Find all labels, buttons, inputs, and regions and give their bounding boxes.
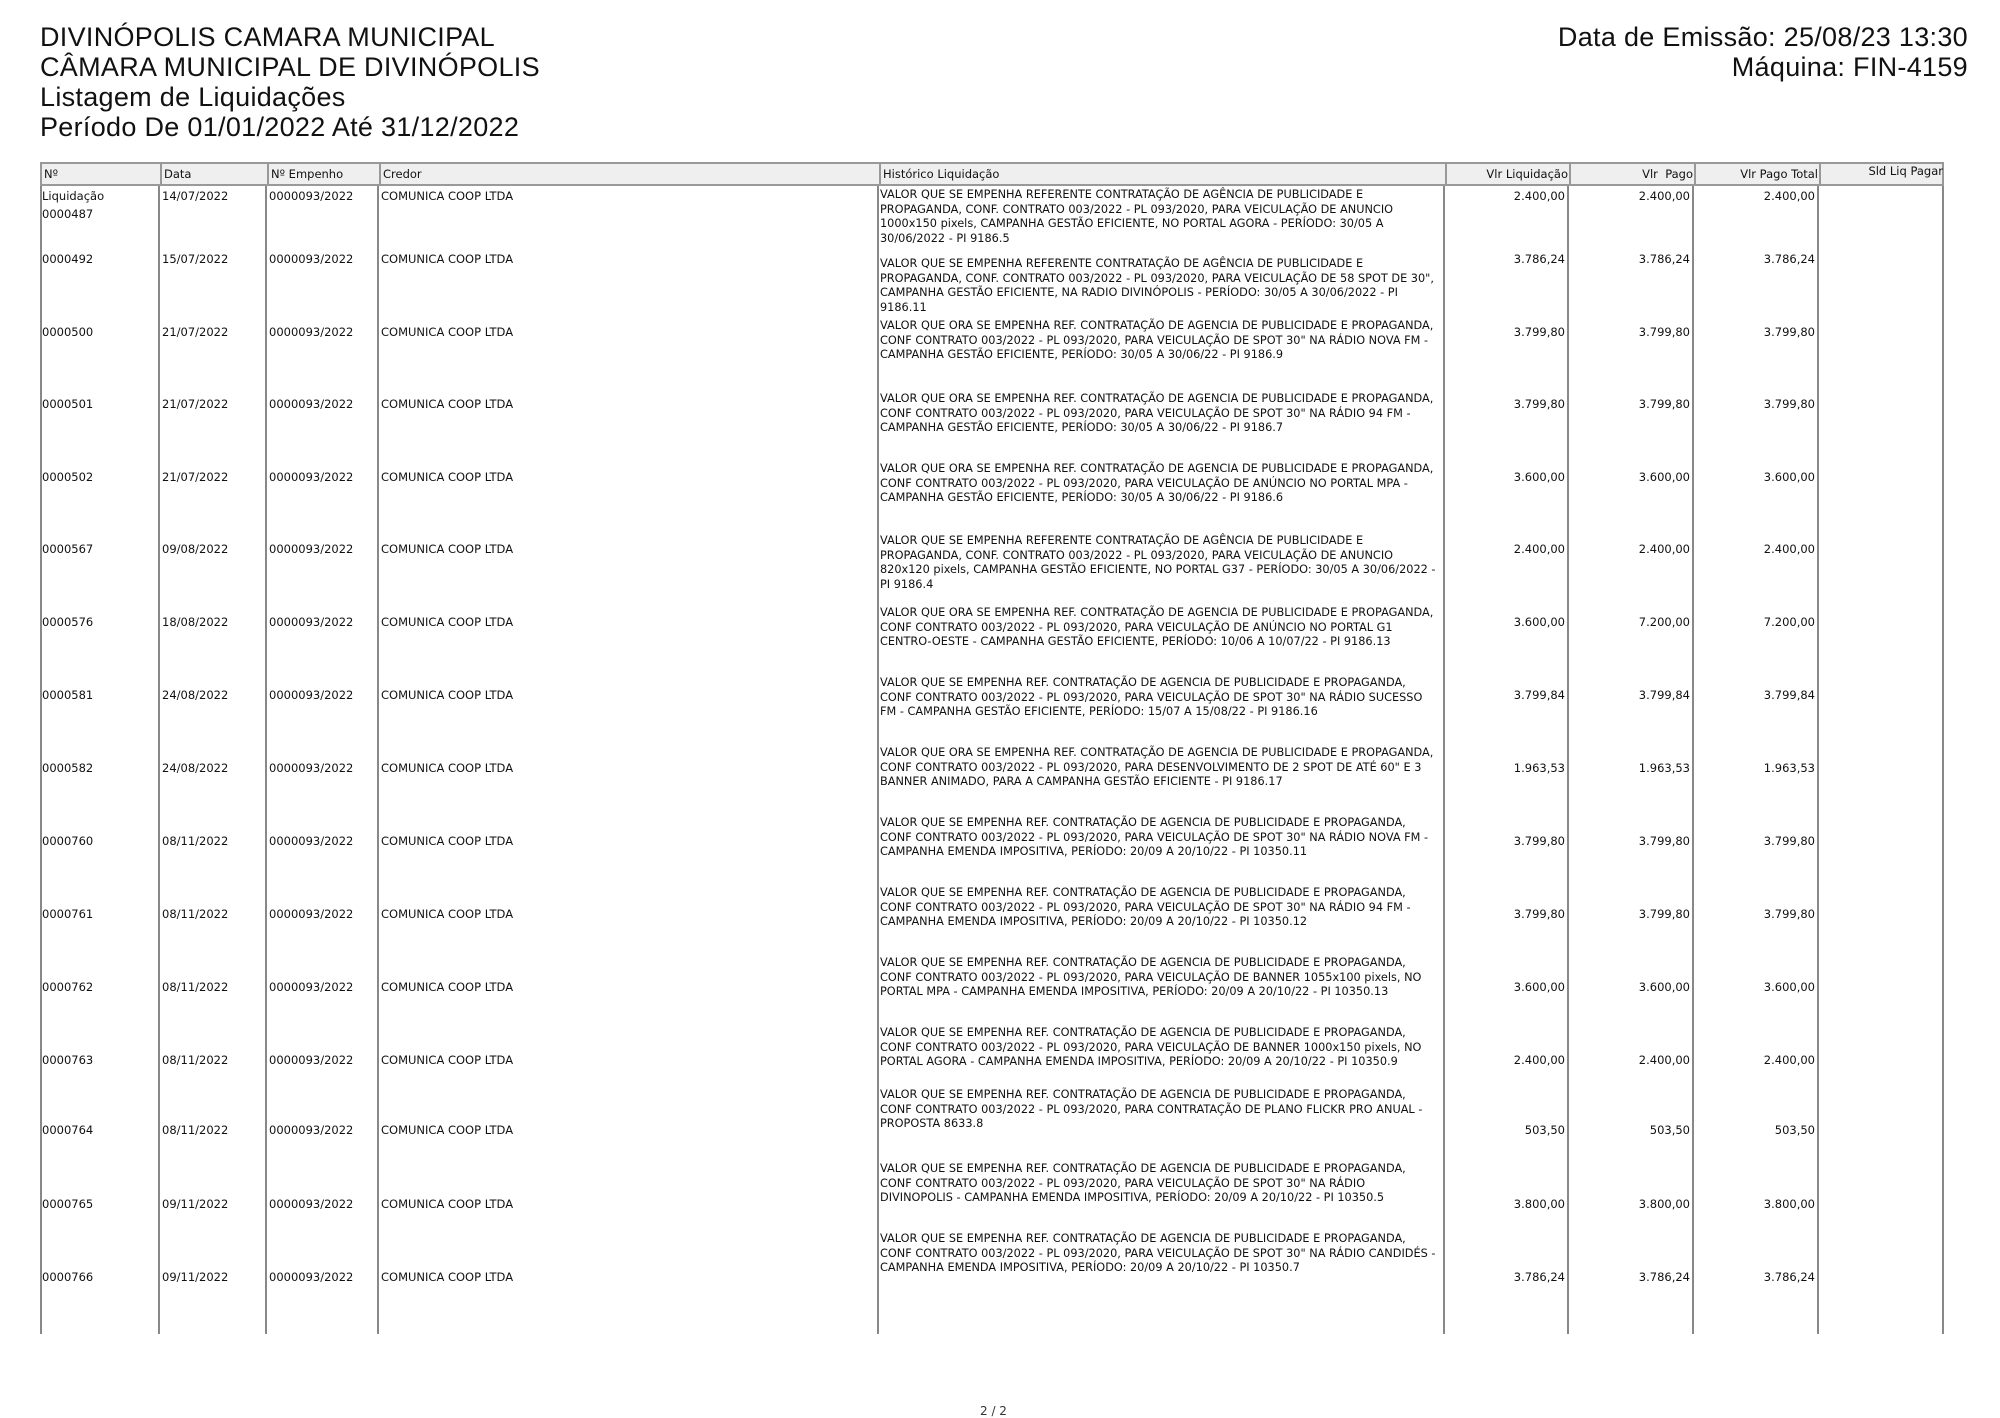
cell-historico: VALOR QUE SE EMPENHA REF. CONTRATAÇÃO DE AGENCIA DE PUBLICIDADE E PROPAGANDA, CONF CONTRATO 003/2022 - PL 093/2020, PARA VEICULAÇÃO DE SPOT 30" NA RÁDIO CANDIDÉS - CAMPANHA EMENDA IMPOSITIVA, PERÍODO: 20/09 A 20/10/22 - PI 10350.7 [880, 1232, 1436, 1275]
cell-data: 21/07/2022 [162, 470, 229, 484]
cell-credor: COMUNICA COOP LTDA [381, 615, 514, 629]
cell-data: 08/11/2022 [162, 907, 229, 921]
cell-vlr-pago: 2.400,00 [1638, 189, 1690, 203]
column-header-credor: Credor [383, 167, 422, 181]
cell-vlr-liquidacao: 3.600,00 [1513, 615, 1565, 629]
cell-numero: 0000501 [42, 397, 94, 411]
cell-vlr-liquidacao: 3.799,84 [1513, 688, 1565, 702]
cell-vlr-liquidacao: 3.799,80 [1513, 834, 1565, 848]
cell-data: 21/07/2022 [162, 397, 229, 411]
cell-historico: VALOR QUE SE EMPENHA REFERENTE CONTRATAÇÃO DE AGÊNCIA DE PUBLICIDADE E PROPAGANDA, CONF. CONTRATO 003/2022 - PL 093/2020, PARA VEICULAÇÃO DE ANUNCIO 1000x150 pixels, CAMPANHA GESTÃO EFICIENTE, NO PORTAL AGORA - PERÍODO: 30/05 A 30/06/2022 - PI 9186.5 [880, 188, 1394, 245]
report-meta [1558, 22, 1968, 82]
cell-historico: VALOR QUE SE EMPENHA REF. CONTRATAÇÃO DE AGENCIA DE PUBLICIDADE E PROPAGANDA, CONF CONTRATO 003/2022 - PL 093/2020, PARA VEICULAÇÃO DE SPOT 30" NA RÁDIO NOVA FM - CAMPANHA EMENDA IMPOSITIVA, PERÍODO: 20/09 A 20/10/22 - PI 10350.11 [880, 816, 1429, 859]
cell-vlr-liquidacao: 3.800,00 [1513, 1197, 1565, 1211]
cell-historico: VALOR QUE SE EMPENHA REF. CONTRATAÇÃO DE AGENCIA DE PUBLICIDADE E PROPAGANDA, CONF CONTRATO 003/2022 - PL 093/2020, PARA VEICULAÇÃO DE SPOT 30" NA RÁDIO SUCESSO FM - CAMPANHA GESTÃO EFICIENTE, PERÍODO: 15/07 A 15/08/22 - PI 9186.16 [880, 676, 1423, 719]
column-header-vlr-pago-total: Vlr Pago Total [1740, 167, 1818, 181]
cell-numero: 0000500 [42, 325, 94, 339]
cell-credor: COMUNICA COOP LTDA [381, 1053, 514, 1067]
cell-data: 09/11/2022 [162, 1270, 229, 1284]
cell-numero: 0000763 [42, 1053, 94, 1067]
column-header-data: Data [164, 167, 192, 181]
cell-historico: VALOR QUE ORA SE EMPENHA REF. CONTRATAÇÃO DE AGENCIA DE PUBLICIDADE E PROPAGANDA, CONF CONTRATO 003/2022 - PL 093/2020, PARA VEICULAÇÃO DE ANÚNCIO NO PORTAL G1 CENTRO-OESTE - CAMPANHA GESTÃO EFICIENTE, PERÍODO: 10/06 A 10/07/22 - PI 9186.13 [880, 606, 1434, 649]
cell-credor: COMUNICA COOP LTDA [381, 907, 514, 921]
cell-empenho: 0000093/2022 [269, 907, 354, 921]
cell-historico: VALOR QUE SE EMPENHA REF. CONTRATAÇÃO DE AGENCIA DE PUBLICIDADE E PROPAGANDA, CONF CONTRATO 003/2022 - PL 093/2020, PARA VEICULAÇÃO DE SPOT 30" NA RÁDIO DIVINOPOLIS - CAMPANHA EMENDA IMPOSITIVA, PERÍODO: 20/09 A 20/10/22 - PI 10350.5 [880, 1162, 1406, 1205]
cell-vlr-pago-total: 3.600,00 [1763, 980, 1815, 994]
org-name: DIVINÓPOLIS CAMARA MUNICIPAL [40, 22, 495, 52]
cell-data: 08/11/2022 [162, 1123, 229, 1137]
cell-data: 08/11/2022 [162, 1053, 229, 1067]
table-header [40, 162, 1944, 186]
cell-vlr-pago-total: 3.786,24 [1763, 1270, 1815, 1284]
column-header-historico: Histórico Liquidação [883, 167, 1000, 181]
column-header-empenho: Nº Empenho [271, 167, 344, 181]
cell-vlr-pago-total: 7.200,00 [1763, 615, 1815, 629]
cell-historico: VALOR QUE SE EMPENHA REFERENTE CONTRATAÇÃO DE AGÊNCIA DE PUBLICIDADE E PROPAGANDA, CONF. CONTRATO 003/2022 - PL 093/2020, PARA VEICULAÇÃO DE 58 SPOT DE 30", CAMPANHA GESTÃO EFICIENTE, NA RADIO DIVINÓPOLIS - PERÍODO: 30/05 A 30/06/2022 - PI 9186.11 [880, 257, 1434, 314]
cell-vlr-pago-total: 1.963,53 [1763, 761, 1815, 775]
column-header-vlr-liquidacao: Vlr Liquidação [1486, 167, 1568, 181]
cell-credor: COMUNICA COOP LTDA [381, 761, 514, 775]
cell-data: 08/11/2022 [162, 980, 229, 994]
cell-empenho: 0000093/2022 [269, 980, 354, 994]
cell-vlr-pago-total: 3.800,00 [1763, 1197, 1815, 1211]
column-header-sld-liq-pagar: Sld Liq Pagar [1868, 164, 1943, 178]
column-header-vlr-pago: Vlr Pago [1642, 167, 1693, 181]
cell-credor: COMUNICA COOP LTDA [381, 1197, 514, 1211]
cell-empenho: 0000093/2022 [269, 542, 354, 556]
cell-vlr-pago: 1.963,53 [1638, 761, 1690, 775]
cell-vlr-pago: 3.600,00 [1638, 980, 1690, 994]
cell-numero: 0000766 [42, 1270, 94, 1284]
cell-empenho: 0000093/2022 [269, 1123, 354, 1137]
cell-vlr-pago: 3.799,80 [1638, 325, 1690, 339]
cell-credor: COMUNICA COOP LTDA [381, 470, 514, 484]
cell-vlr-pago-total: 3.799,80 [1763, 834, 1815, 848]
cell-empenho: 0000093/2022 [269, 1053, 354, 1067]
cell-vlr-pago-total: 3.799,80 [1763, 325, 1815, 339]
cell-data: 24/08/2022 [162, 761, 229, 775]
cell-vlr-liquidacao: 3.799,80 [1513, 325, 1565, 339]
cell-vlr-pago-total: 2.400,00 [1763, 542, 1815, 556]
cell-vlr-liquidacao: 2.400,00 [1513, 189, 1565, 203]
cell-data: 18/08/2022 [162, 615, 229, 629]
cell-vlr-pago: 3.786,24 [1638, 1270, 1690, 1284]
cell-credor: COMUNICA COOP LTDA [381, 688, 514, 702]
cell-data: 15/07/2022 [162, 252, 229, 266]
cell-vlr-pago: 3.799,80 [1638, 907, 1690, 921]
cell-vlr-liquidacao: 1.963,53 [1513, 761, 1565, 775]
cell-vlr-liquidacao: 503,50 [1524, 1123, 1565, 1137]
cell-historico: VALOR QUE SE EMPENHA REF. CONTRATAÇÃO DE AGENCIA DE PUBLICIDADE E PROPAGANDA, CONF CONTRATO 003/2022 - PL 093/2020, PARA VEICULAÇÃO DE BANNER 1000x150 pixels, NO PORTAL AGORA - CAMPANHA EMENDA IMPOSITIVA, PERÍODO: 20/09 A 20/10/22 - PI 10350.9 [880, 1026, 1422, 1069]
cell-vlr-liquidacao: 2.400,00 [1513, 542, 1565, 556]
cell-credor: COMUNICA COOP LTDA [381, 189, 514, 203]
cell-vlr-liquidacao: 3.600,00 [1513, 470, 1565, 484]
cell-historico: VALOR QUE ORA SE EMPENHA REF. CONTRATAÇÃO DE AGENCIA DE PUBLICIDADE E PROPAGANDA, CONF CONTRATO 003/2022 - PL 093/2020, PARA VEICULAÇÃO DE ANÚNCIO NO PORTAL MPA - CAMPANHA GESTÃO EFICIENTE, PERÍODO: 30/05 A 30/06/22 - PI 9186.6 [880, 462, 1434, 505]
report-title-block [40, 22, 540, 142]
cell-vlr-pago: 3.799,80 [1638, 834, 1690, 848]
cell-historico: VALOR QUE ORA SE EMPENHA REF. CONTRATAÇÃO DE AGENCIA DE PUBLICIDADE E PROPAGANDA, CONF CONTRATO 003/2022 - PL 093/2020, PARA VEICULAÇÃO DE SPOT 30" NA RÁDIO 94 FM - CAMPANHA GESTÃO EFICIENTE, PERÍODO: 30/05 A 30/06/22 - PI 9186.7 [880, 392, 1434, 435]
cell-vlr-pago: 3.600,00 [1638, 470, 1690, 484]
cell-numero: 0000581 [42, 688, 94, 702]
cell-vlr-pago-total: 3.786,24 [1763, 252, 1815, 266]
cell-empenho: 0000093/2022 [269, 325, 354, 339]
cell-vlr-pago: 3.800,00 [1638, 1197, 1690, 1211]
cell-historico: VALOR QUE ORA SE EMPENHA REF. CONTRATAÇÃO DE AGENCIA DE PUBLICIDADE E PROPAGANDA, CONF CONTRATO 003/2022 - PL 093/2020, PARA DESENVOLVIMENTO DE 2 SPOT DE ATÉ 60" E 3 BANNER ANIMADO, PARA A CAMPANHA GESTÃO EFICIENTE - PI 9186.17 [880, 746, 1434, 789]
cell-credor: COMUNICA COOP LTDA [381, 834, 514, 848]
cell-vlr-pago-total: 503,50 [1774, 1123, 1815, 1137]
cell-empenho: 0000093/2022 [269, 252, 354, 266]
cell-vlr-pago: 503,50 [1649, 1123, 1690, 1137]
page-number: 2 / 2 [980, 1404, 1007, 1418]
cell-empenho: 0000093/2022 [269, 688, 354, 702]
cell-historico: VALOR QUE SE EMPENHA REF. CONTRATAÇÃO DE AGENCIA DE PUBLICIDADE E PROPAGANDA, CONF CONTRATO 003/2022 - PL 093/2020, PARA VEICULAÇÃO DE SPOT 30" NA RÁDIO 94 FM - CAMPANHA EMENDA IMPOSITIVA, PERÍODO: 20/09 A 20/10/22 - PI 10350.12 [880, 886, 1411, 929]
column-header-numero: Nº [44, 167, 59, 181]
cell-vlr-pago-total: 2.400,00 [1763, 189, 1815, 203]
cell-data: 09/11/2022 [162, 1197, 229, 1211]
cell-empenho: 0000093/2022 [269, 1197, 354, 1211]
cell-empenho: 0000093/2022 [269, 1270, 354, 1284]
cell-data: 08/11/2022 [162, 834, 229, 848]
cell-numero: 0000492 [42, 252, 94, 266]
cell-data: 14/07/2022 [162, 189, 229, 203]
cell-vlr-liquidacao: 3.799,80 [1513, 907, 1565, 921]
liquidacao-label: Liquidação [42, 189, 105, 203]
cell-numero: 0000582 [42, 761, 94, 775]
cell-vlr-liquidacao: 3.786,24 [1513, 252, 1565, 266]
org-full-name: CÂMARA MUNICIPAL DE DIVINÓPOLIS [40, 52, 540, 82]
cell-vlr-pago: 2.400,00 [1638, 1053, 1690, 1067]
cell-numero: 0000760 [42, 834, 94, 848]
cell-vlr-liquidacao: 3.600,00 [1513, 980, 1565, 994]
cell-vlr-pago: 3.786,24 [1638, 252, 1690, 266]
cell-vlr-pago-total: 3.600,00 [1763, 470, 1815, 484]
cell-vlr-liquidacao: 3.786,24 [1513, 1270, 1565, 1284]
report-period: Período De 01/01/2022 Até 31/12/2022 [40, 112, 520, 142]
cell-vlr-pago: 7.200,00 [1638, 615, 1690, 629]
cell-numero: 0000764 [42, 1123, 94, 1137]
cell-vlr-pago-total: 2.400,00 [1763, 1053, 1815, 1067]
cell-historico: VALOR QUE SE EMPENHA REFERENTE CONTRATAÇÃO DE AGÊNCIA DE PUBLICIDADE E PROPAGANDA, CONF. CONTRATO 003/2022 - PL 093/2020, PARA VEICULAÇÃO DE ANUNCIO 820x120 pixels, CAMPANHA GESTÃO EFICIENTE, NO PORTAL G37 - PERÍODO: 30/05 A 30/06/2022 - PI 9186.4 [880, 534, 1436, 591]
liquidations-table [40, 162, 1944, 1334]
emission-date: Data de Emissão: 25/08/23 13:30 [1557, 22, 1968, 52]
cell-vlr-pago: 2.400,00 [1638, 542, 1690, 556]
cell-numero: 0000487 [42, 207, 94, 221]
cell-vlr-pago: 3.799,84 [1638, 688, 1690, 702]
cell-credor: COMUNICA COOP LTDA [381, 1270, 514, 1284]
cell-data: 24/08/2022 [162, 688, 229, 702]
cell-vlr-liquidacao: 2.400,00 [1513, 1053, 1565, 1067]
cell-vlr-pago: 3.799,80 [1638, 397, 1690, 411]
cell-empenho: 0000093/2022 [269, 761, 354, 775]
cell-empenho: 0000093/2022 [269, 470, 354, 484]
cell-vlr-pago-total: 3.799,80 [1763, 397, 1815, 411]
cell-numero: 0000762 [42, 980, 94, 994]
cell-empenho: 0000093/2022 [269, 615, 354, 629]
cell-vlr-liquidacao: 3.799,80 [1513, 397, 1565, 411]
cell-credor: COMUNICA COOP LTDA [381, 397, 514, 411]
cell-empenho: 0000093/2022 [269, 397, 354, 411]
cell-empenho: 0000093/2022 [269, 189, 354, 203]
cell-data: 09/08/2022 [162, 542, 229, 556]
cell-credor: COMUNICA COOP LTDA [381, 980, 514, 994]
cell-vlr-pago-total: 3.799,80 [1763, 907, 1815, 921]
cell-credor: COMUNICA COOP LTDA [381, 325, 514, 339]
cell-historico: VALOR QUE SE EMPENHA REF. CONTRATAÇÃO DE AGENCIA DE PUBLICIDADE E PROPAGANDA, CONF CONTRATO 003/2022 - PL 093/2020, PARA CONTRATAÇÃO DE PLANO FLICKR PRO ANUAL - PROPOSTA 8633.8 [880, 1088, 1423, 1131]
cell-historico: VALOR QUE ORA SE EMPENHA REF. CONTRATAÇÃO DE AGENCIA DE PUBLICIDADE E PROPAGANDA, CONF CONTRATO 003/2022 - PL 093/2020, PARA VEICULAÇÃO DE SPOT 30" NA RÁDIO NOVA FM - CAMPANHA GESTÃO EFICIENTE, PERÍODO: 30/05 A 30/06/22 - PI 9186.9 [880, 319, 1434, 362]
cell-historico: VALOR QUE SE EMPENHA REF. CONTRATAÇÃO DE AGENCIA DE PUBLICIDADE E PROPAGANDA, CONF CONTRATO 003/2022 - PL 093/2020, PARA VEICULAÇÃO DE BANNER 1055x100 pixels, NO PORTAL MPA - CAMPANHA EMENDA IMPOSITIVA, PERÍODO: 20/09 A 20/10/22 - PI 10350.13 [880, 956, 1422, 999]
cell-empenho: 0000093/2022 [269, 834, 354, 848]
cell-numero: 0000502 [42, 470, 94, 484]
cell-credor: COMUNICA COOP LTDA [381, 252, 514, 266]
cell-numero: 0000576 [42, 615, 94, 629]
report-title: Listagem de Liquidações [40, 82, 346, 112]
cell-credor: COMUNICA COOP LTDA [381, 542, 514, 556]
cell-credor: COMUNICA COOP LTDA [381, 1123, 514, 1137]
cell-numero: 0000567 [42, 542, 94, 556]
machine-id: Máquina: FIN-4159 [1731, 52, 1968, 82]
cell-numero: 0000761 [42, 907, 94, 921]
cell-vlr-pago-total: 3.799,84 [1763, 688, 1815, 702]
cell-data: 21/07/2022 [162, 325, 229, 339]
cell-numero: 0000765 [42, 1197, 94, 1211]
